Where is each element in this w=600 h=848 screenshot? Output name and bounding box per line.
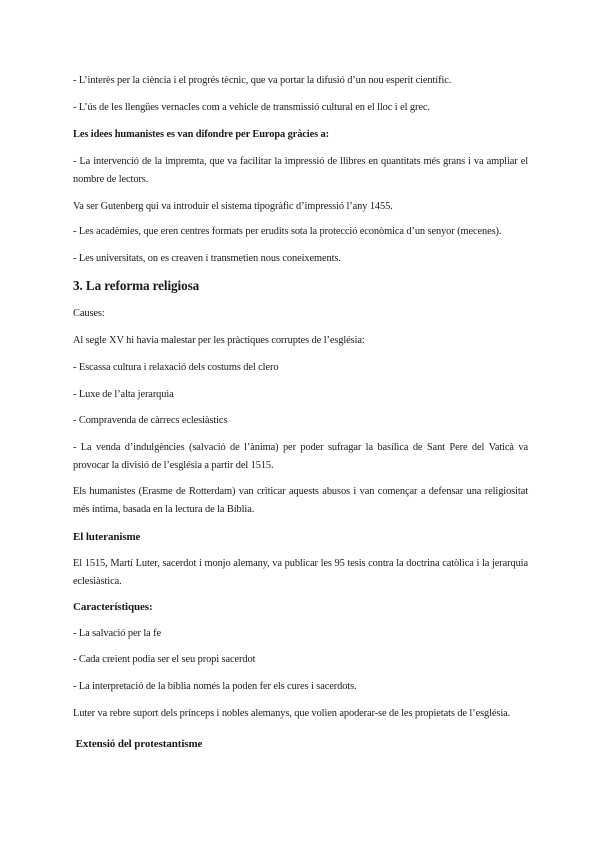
bullet-vernacular: - L’ús de les llengües vernacles com a vehicle de transmissió cultural en el lloc i el grec. — [73, 102, 430, 113]
bullet-printing: - La intervenció de la impremta, que va facilitar la impressió de llibres en quantitats més grans i va ampliar el nombre de lectors. — [73, 156, 528, 185]
heading-protestant-extension: Extensió del protestantisme — [73, 738, 203, 750]
para-malestar: Al segle XV hi havia malestar per les pràctiques corruptes de l’església: — [73, 335, 365, 346]
para-gutenberg: Va ser Gutenberg qui va introduir el sistema tipogràfic d’impressió l’any 1455. — [73, 201, 393, 212]
para-humanists: Els humanistes (Erasme de Rotterdam) van criticar aquests abusos i van començar a defensar una religiositat més íntima, basada en la lectura de la Bíblia. — [73, 486, 528, 515]
bullet-bible-interpretation: - La interpretació de la bíblia només la poden fer els cures i sacerdots. — [73, 681, 357, 692]
bullet-priesthood: - Cada creient podia ser el seu propi sacerdot — [73, 654, 256, 665]
bullet-academies: - Les acadèmies, que eren centres formats per erudits sota la protecció econòmica d’un senyor (mecenes). — [73, 226, 502, 237]
para-luther-theses: El 1515, Martí Luter, sacerdot i monjo alemany, va publicar les 95 tesis contra la doctrina catòlica i la jerarquia eclesiàstica. — [73, 558, 528, 587]
heading-lutheranism: El luteranisme — [73, 531, 141, 543]
bullet-universities: - Les universitats, on es creaven i transmetien nous coneixements. — [73, 253, 341, 264]
bullet-faith: - La salvació per la fe — [73, 628, 161, 639]
heading-characteristics: Característiques: — [73, 601, 153, 613]
bullet-simony: - Compravenda de càrrecs eclesiàstics — [73, 415, 228, 426]
bullet-science: - L’interès per la ciència i el progrés tècnic, que va portar la difusió d’un nou esperit científic. — [73, 75, 452, 86]
bullet-indulgences: - La venda d’indulgències (salvació de l’ànima) per poder sufragar la basílica de Sant Pere del Vaticà va provocar la divisió de l’església a partir del 1515. — [73, 442, 528, 471]
para-causes: Causes: — [73, 308, 105, 319]
bullet-culture: - Escassa cultura i relaxació dels costums del clero — [73, 362, 279, 373]
section-title-reforma: 3. La reforma religiosa — [73, 278, 200, 293]
heading-humanist-ideas: Les idees humanistes es van difondre per Europa gràcies a: — [73, 129, 330, 140]
para-princes-support: Luter va rebre suport dels prínceps i nobles alemanys, que volien apoderar-se de les propietats de l’església. — [73, 708, 511, 719]
bullet-luxury: - Luxe de l’alta jerarquia — [73, 389, 174, 400]
